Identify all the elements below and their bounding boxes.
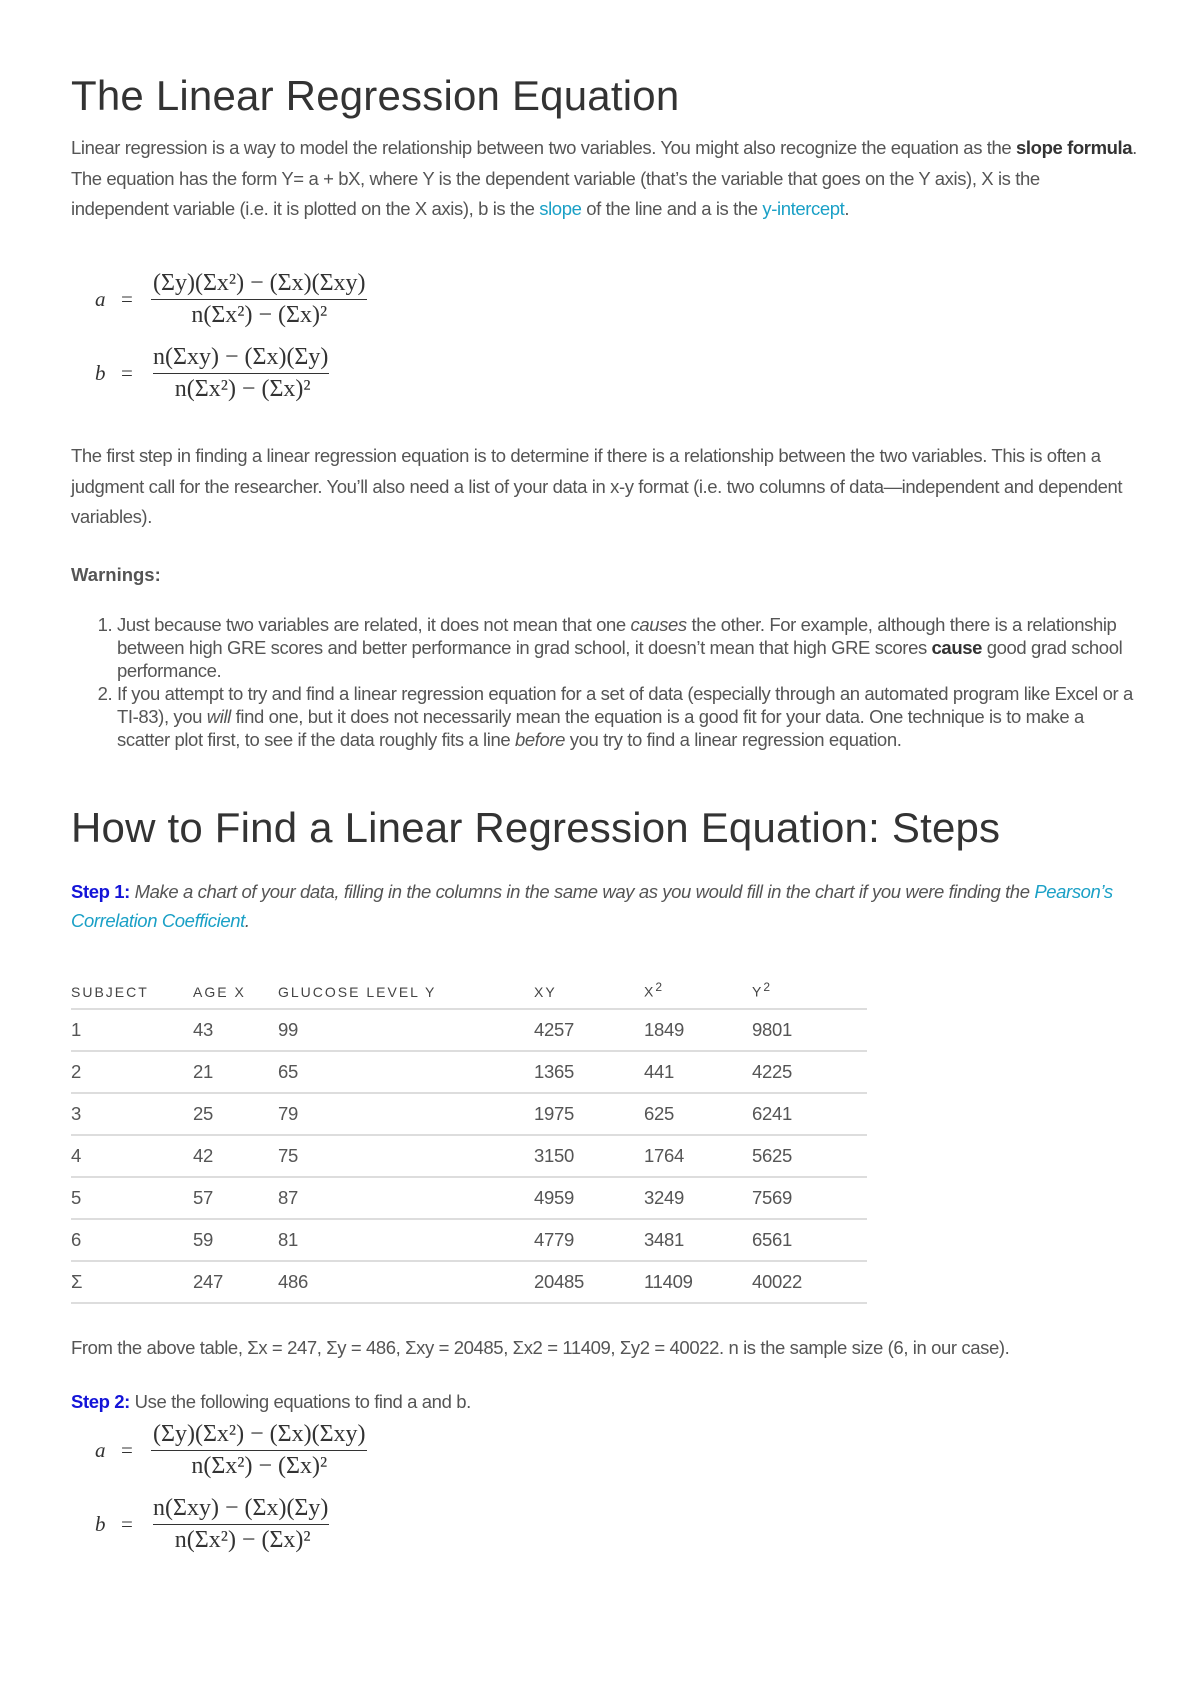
cell-y-squared: 4225 xyxy=(752,1051,867,1093)
cell-subject: 5 xyxy=(71,1177,193,1219)
cell-xy: 1975 xyxy=(534,1093,644,1135)
step-2-text: Use the following equations to find a and b. xyxy=(129,1391,471,1412)
formula-b-equals: = xyxy=(121,1511,133,1536)
cell-age-x: 43 xyxy=(193,1009,278,1051)
cell-subject: 6 xyxy=(71,1219,193,1261)
cell-y-squared: 9801 xyxy=(752,1009,867,1051)
formula-b-fraction xyxy=(151,1495,330,1554)
cell-x-squared: 11409 xyxy=(644,1261,752,1303)
cell-x-squared: 3249 xyxy=(644,1177,752,1219)
cell-subject: Σ xyxy=(71,1261,193,1303)
intro-bold-slope-formula: slope formula xyxy=(1016,137,1133,158)
step-1-text: Make a chart of your data, filling in the columns in the same way as you would fill in the chart if you were finding the xyxy=(129,881,1035,902)
slope-link[interactable]: slope xyxy=(539,198,582,219)
summary-paragraph: From the above table, Σx = 247, Σy = 486, Σxy = 20485, Σx2 = 11409, Σy2 = 40022. n is the sample size (6, in our case). xyxy=(71,1337,1010,1358)
formula-b-denominator: n(Σx²) − (Σx)² xyxy=(153,373,329,403)
table-row xyxy=(71,1093,867,1135)
cell-age-x: 25 xyxy=(193,1093,278,1135)
step-1-paragraph xyxy=(71,877,1141,935)
cell-x-squared: 1849 xyxy=(644,1009,752,1051)
cell-xy: 4257 xyxy=(534,1009,644,1051)
formula-a-fraction xyxy=(151,270,368,329)
cell-x-squared: 441 xyxy=(644,1051,752,1093)
cell-subject: 1 xyxy=(71,1009,193,1051)
formula-b-denominator: n(Σx²) − (Σx)² xyxy=(153,1524,329,1554)
column-header-age-x: AGE X xyxy=(193,960,278,1009)
cell-age-x: 247 xyxy=(193,1261,278,1303)
warning-1-em: causes xyxy=(630,614,687,635)
formula-a xyxy=(95,262,368,336)
formula-b-equals: = xyxy=(121,360,133,385)
formula-b xyxy=(95,1487,368,1561)
intro-text-1: Linear regression is a way to model the relationship between two variables. You might also recognize the equation as the xyxy=(71,137,1017,158)
cell-xy: 1365 xyxy=(534,1051,644,1093)
formula-b-variable: b xyxy=(95,1511,106,1536)
cell-glucose-y: 99 xyxy=(278,1009,534,1051)
cell-subject: 4 xyxy=(71,1135,193,1177)
warning-1-text-a: Just because two variables are related, it does not mean that one xyxy=(117,614,631,635)
column-header-glucose-level-y: GLUCOSE LEVEL Y xyxy=(278,960,534,1009)
warning-2-em2: before xyxy=(515,729,566,750)
formula-b-numerator: n(Σxy) − (Σx)(Σy) xyxy=(153,1494,329,1521)
formula-b-variable: b xyxy=(95,360,106,385)
warning-2-text-b: find one, but it does not necessarily mean the equation is a good fit for your data. One technique is to make a scatter plot first, to see if the data roughly fits a line xyxy=(117,706,1084,750)
cell-age-x: 59 xyxy=(193,1219,278,1261)
formula-a-numerator: (Σy)(Σx²) − (Σx)(Σxy) xyxy=(153,269,366,296)
warning-1-text-c: good grad school performance. xyxy=(117,637,1123,681)
formula-a-numerator: (Σy)(Σx²) − (Σx)(Σxy) xyxy=(153,1420,366,1447)
intro-text-2: . The equation has the form Y= a + bX, where Y is the dependent variable (that’s the variable that goes on the Y axis), X is the independent variable (i.e. it is plotted on the X axis), b is the xyxy=(71,137,1137,219)
column-header-xy: XY xyxy=(534,960,644,1009)
cell-glucose-y: 81 xyxy=(278,1219,534,1261)
cell-y-squared: 7569 xyxy=(752,1177,867,1219)
table-row-sum xyxy=(71,1261,867,1303)
cell-xy: 20485 xyxy=(534,1261,644,1303)
cell-y-squared: 6561 xyxy=(752,1219,867,1261)
table-row xyxy=(71,1177,867,1219)
cell-subject: 2 xyxy=(71,1051,193,1093)
regression-formulas-bottom xyxy=(95,1413,368,1561)
warning-item xyxy=(117,682,1141,751)
formula-a-equals: = xyxy=(121,1437,133,1462)
page-title: The Linear Regression Equation xyxy=(71,72,680,119)
table-row xyxy=(71,1219,867,1261)
section-heading-steps: How to Find a Linear Regression Equation: Steps xyxy=(71,804,1001,851)
formula-a-fraction xyxy=(151,1421,368,1480)
cell-y-squared: 40022 xyxy=(752,1261,867,1303)
step-2-label: Step 2: xyxy=(71,1391,130,1412)
warning-1-bold: cause xyxy=(931,637,983,658)
warning-1-text-b: the other. For example, although there is a relationship between high GRE scores and better performance in grad school, it doesn’t mean that high GRE scores xyxy=(117,614,1117,658)
y-intercept-link[interactable]: y-intercept xyxy=(762,198,845,219)
cell-glucose-y: 486 xyxy=(278,1261,534,1303)
cell-subject: 3 xyxy=(71,1093,193,1135)
warning-2-em: will xyxy=(206,706,231,727)
intro-text-3: of the line and a is the xyxy=(581,198,763,219)
warning-item xyxy=(117,613,1141,682)
formula-a-equals: = xyxy=(121,286,133,311)
formula-b xyxy=(95,336,368,410)
table-header-row xyxy=(71,960,867,1009)
cell-y-squared: 5625 xyxy=(752,1135,867,1177)
column-header-y-squared: $Y^2$ xyxy=(752,960,867,1009)
step-1-end: . xyxy=(244,910,250,931)
table-row xyxy=(71,1051,867,1093)
intro-paragraph xyxy=(71,133,1141,225)
intro-text-4: . xyxy=(844,198,850,219)
regression-formulas-top xyxy=(95,262,368,410)
cell-xy: 3150 xyxy=(534,1135,644,1177)
formula-b-numerator: n(Σxy) − (Σx)(Σy) xyxy=(153,343,329,370)
table-row xyxy=(71,1135,867,1177)
column-header-x-squared: $X^2$ xyxy=(644,960,752,1009)
data-table xyxy=(71,960,867,1304)
cell-xy: 4779 xyxy=(534,1219,644,1261)
cell-age-x: 42 xyxy=(193,1135,278,1177)
cell-y-squared: 6241 xyxy=(752,1093,867,1135)
cell-glucose-y: 87 xyxy=(278,1177,534,1219)
cell-glucose-y: 65 xyxy=(278,1051,534,1093)
cell-x-squared: 1764 xyxy=(644,1135,752,1177)
cell-xy: 4959 xyxy=(534,1177,644,1219)
warning-2-text-a: If you attempt to try and find a linear regression equation for a set of data (especially through an automated program like Excel or a TI-83), you xyxy=(117,683,1133,727)
formula-b-fraction xyxy=(151,344,330,403)
pearsons-correlation-link[interactable]: Pearson’s Correlation Coefficient xyxy=(71,881,1113,931)
warnings-label: Warnings: xyxy=(71,564,161,585)
warnings-list xyxy=(71,613,1141,751)
step-1-label: Step 1: xyxy=(71,881,130,902)
formula-a-denominator: n(Σx²) − (Σx)² xyxy=(151,299,367,329)
formula-a xyxy=(95,1413,368,1487)
warning-2-text-c: you try to find a linear regression equation. xyxy=(565,729,902,750)
cell-glucose-y: 79 xyxy=(278,1093,534,1135)
cell-glucose-y: 75 xyxy=(278,1135,534,1177)
first-step-paragraph: The first step in finding a linear regression equation is to determine if there is a relationship between the two variables. This is often a judgment call for the researcher. You’ll also need a list of your data in x-y format (i.e. two columns of data—independent and dependent variables). xyxy=(71,445,1123,527)
cell-age-x: 21 xyxy=(193,1051,278,1093)
cell-age-x: 57 xyxy=(193,1177,278,1219)
formula-a-variable: a xyxy=(95,286,106,311)
formula-a-denominator: n(Σx²) − (Σx)² xyxy=(151,1450,367,1480)
cell-x-squared: 625 xyxy=(644,1093,752,1135)
column-header-subject: SUBJECT xyxy=(71,960,193,1009)
cell-x-squared: 3481 xyxy=(644,1219,752,1261)
formula-a-variable: a xyxy=(95,1437,106,1462)
table-row xyxy=(71,1009,867,1051)
